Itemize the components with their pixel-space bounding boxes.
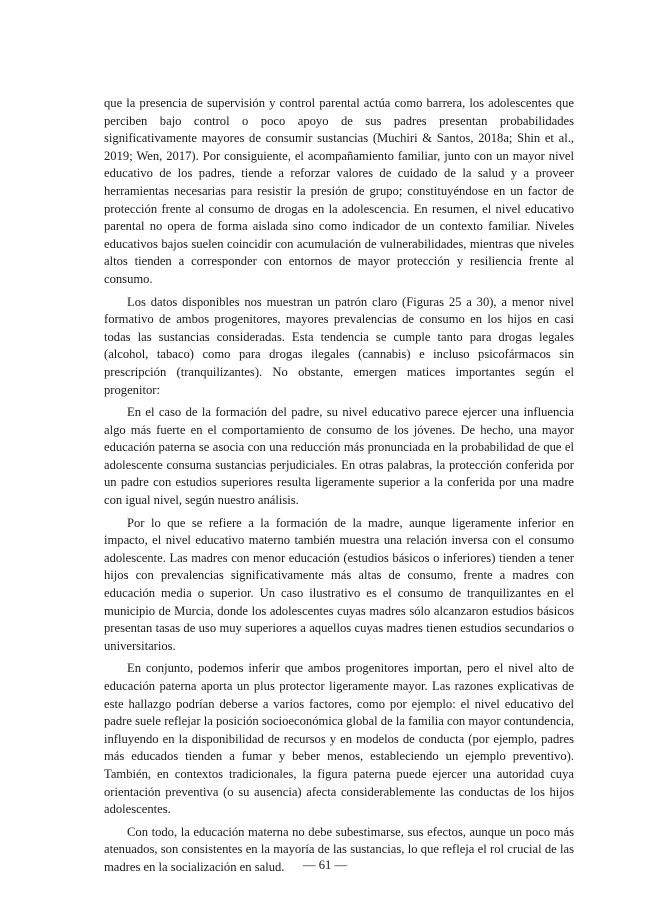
paragraph-conclusion: Con todo, la educación materna no debe subestimarse, sus efectos, aunque un poco más atenuados, son consistentes en la mayoría de las sustancias, lo que refleja el rol crucial de las madres en la socialización en salud. <box>104 824 574 874</box>
paragraph-father-education: En el caso de la formación del padre, su nivel educativo parece ejercer una influencia algo más fuerte en el comportamiento de consumo de los jóvenes. De hecho, una mayor educación paterna se asocia con una reducción más pronunciada en la probabilidad de que el adolescente consuma sustancias perjudiciales. En otras palabras, la protección conferida por un padre con estudios superiores resulta ligeramente superior a la conferida por una madre con igual nivel, según nuestro análisis. <box>104 405 574 508</box>
page-number: — 61 — <box>302 858 348 872</box>
paragraph-mother-education: Por lo que se refiere a la formación de la madre, aunque ligeramente inferior en impacto, el nivel educativo materno también muestra una relación inversa con el consumo adolescente. Las madres con menor educación (estudios básicos o inferiores) tienden a tener hijos con prevalencias significativamente más altas de consumo, frente a madres con educación media o superior. Un caso ilustrativo es el consumo de tranquilizantes en el municipio de Murcia, donde los adolescentes cuyas madres sólo alcanzaron estudios básicos presentan tasas de uso muy superiores a aquellos cuyas madres tienen estudios secundarios o universitarios. <box>104 515 574 653</box>
paragraph-overall: En conjunto, podemos inferir que ambos progenitores importan, pero el nivel alto de educación paterna aporta un plus protector ligeramente mayor. Las razones explicativas de este hallazgo podrían deberse a varios factores, como por ejemplo: el nivel educativo del padre suele reflejar la posición socioeconómica global de la familia con mayor contundencia, influyendo en la disponibilidad de recursos y en modelos de conducta (por ejemplo, padres más educados tienden a fumar y beber menos, estableciendo un ejemplo preventivo). También, en contextos tradicionales, la figura paterna puede ejercer una autoridad cuya orientación preventiva (o su ausencia) afecta considerablemente las conductas de los hijos adolescentes. <box>104 661 574 817</box>
body-text <box>104 95 574 882</box>
paragraph-data-pattern: Los datos disponibles nos muestran un patrón claro (Figuras 25 a 30), a menor nivel formativo de ambos progenitores, mayores prevalencias de consumo en los hijos en casi todas las sustancias consideradas. Esta tendencia se cumple tanto para drogas legales (alcohol, tabaco) como para drogas ilegales (cannabis) e incluso psicofármacos sin prescripción (tranquilizantes). No obstante, emergen matices importantes según el progenitor: <box>104 294 574 397</box>
paragraph-continuation: que la presencia de supervisión y control parental actúa como barrera, los adolescentes que perciben bajo control o poco apoyo de sus padres presentan probabilidades significativamente mayores de consumir sustancias (Muchiri & Santos, 2018a; Shin et al., 2019; Wen, 2017). Por consiguiente, el acompañamiento familiar, junto con un mayor nivel educativo de los padres, tiende a reforzar valores de cuidado de la salud y a proveer herramientas necesarias para resistir la presión de grupo; constituyéndose en un factor de protección frente al consumo de drogas en la adolescencia. En resumen, el nivel educativo parental no opera de forma aislada sino como indicador de un contexto familiar. Niveles educativos bajos suelen coincidir con acumulación de vulnerabilidades, mientras que niveles altos tienden a corresponder con entornos de mayor protección y resiliencia frente al consumo. <box>104 96 574 286</box>
